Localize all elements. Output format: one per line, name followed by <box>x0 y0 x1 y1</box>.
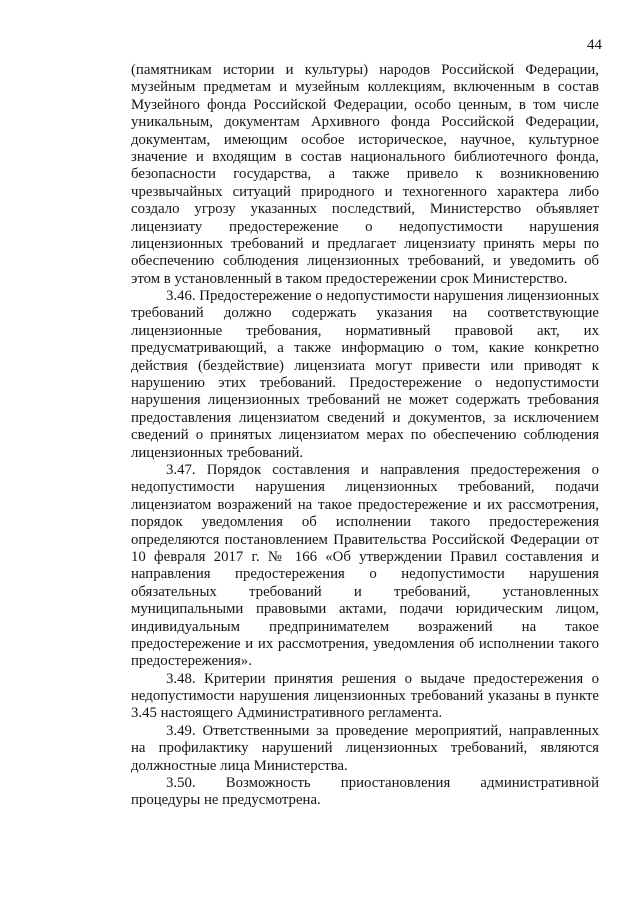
text-line: предусматривающий, а также информацию о том, какие конкретно <box>131 340 599 357</box>
text-line: 3.47. Порядок составления и направления предостережения о <box>166 461 599 478</box>
text-line: обеспечению соблюдения лицензионных требований, и уведомить об <box>131 253 599 270</box>
document-body <box>131 62 599 810</box>
text-line: муниципальными правовыми актами, подачи юридическим лицом, <box>131 601 599 618</box>
paragraph-3-47 <box>131 462 599 671</box>
text-line: недопустимости нарушения лицензионных требований, подачи <box>131 479 599 496</box>
text-line: безопасности государства, а также привело к возникновению <box>131 166 599 183</box>
text-line: индивидуальным предпринимателем возражений на такое <box>131 618 599 635</box>
paragraph-3-50 <box>131 775 599 810</box>
text-line: предостережение и их рассмотрения, уведомления об исполнении такого <box>131 635 599 652</box>
page-number: 44 <box>587 37 602 53</box>
text-line: предоставления лицензиатом сведений и документов, за исключением <box>131 409 599 426</box>
text-line: лицензиатом возражений на такое предостережение и их рассмотрения, <box>131 496 599 513</box>
text-line: нарушению этих требований. Предостережение о недопустимости <box>131 375 599 392</box>
text-line: лицензионных требований. <box>131 444 304 461</box>
text-line: лицензиату предостережение о недопустимости нарушения <box>131 218 599 235</box>
text-line: лицензионных требований и предлагает лицензиату принять меры по <box>131 235 599 252</box>
text-line: должностные лица Министерства. <box>131 757 348 774</box>
text-line: процедуры не предусмотрена. <box>131 792 321 809</box>
text-line: на профилактику нарушений лицензионных требований, являются <box>131 740 599 757</box>
text-line: действия (бездействие) лицензиата могут привести или приводят к <box>131 357 599 374</box>
text-line: сведений о принятых лицензиатом мерах по обеспечению соблюдения <box>131 427 599 444</box>
text-line: Музейного фонда Российской Федерации, особо ценным, в том числе <box>131 96 599 113</box>
text-line: 3.49. Ответственными за проведение мероприятий, направленных <box>166 722 599 739</box>
text-line: создало угрозу указанных последствий, Министерство объявляет <box>131 201 599 218</box>
text-line: 3.50. Возможность приостановления административной <box>166 775 599 792</box>
text-line: 10 февраля 2017 г. № 166 «Об утверждении Правил составления и <box>131 548 599 565</box>
text-line: направления предостережения о недопустимости нарушения <box>131 566 599 583</box>
text-line: обязательных требований и требований, установленных <box>131 583 599 600</box>
paragraph-3-48 <box>131 671 599 723</box>
text-line: значение и входящим в состав национального библиотечного фонда, <box>131 148 599 165</box>
text-line: уникальным, документам Архивного фонда Российской Федерации, <box>131 114 599 131</box>
text-line: (памятникам истории и культуры) народов Российской Федерации, <box>131 62 599 78</box>
text-line: недопустимости нарушения лицензионных требований указаны в пункте <box>131 688 599 705</box>
text-line: чрезвычайных ситуаций природного и техногенного характера либо <box>131 183 599 200</box>
text-line: требований должно содержать указания на соответствующие <box>131 305 599 322</box>
text-line: 3.45 настоящего Административного регламента. <box>131 705 443 722</box>
text-line: документам, имеющим особое историческое, научное, культурное <box>131 131 599 148</box>
paragraph-continued <box>131 62 599 288</box>
text-line: порядок уведомления об исполнении такого предостережения <box>131 514 599 531</box>
text-line: 3.48. Критерии принятия решения о выдаче предостережения о <box>166 670 599 687</box>
text-line: определяются постановлением Правительства Российской Федерации от <box>131 531 599 548</box>
text-line: нарушения лицензионных требований не может содержать требования <box>131 392 599 409</box>
paragraph-3-49 <box>131 723 599 775</box>
text-line: этом в установленный в таком предостережении срок Министерство. <box>131 270 568 287</box>
text-line: лицензионные требования, нормативный правовой акт, их <box>131 322 599 339</box>
paragraph-3-46 <box>131 288 599 462</box>
text-line: предостережения». <box>131 653 252 670</box>
text-line: музейным предметам и музейным коллекциям, включенным в состав <box>131 79 599 96</box>
text-line: 3.46. Предостережение о недопустимости нарушения лицензионных <box>166 288 600 305</box>
